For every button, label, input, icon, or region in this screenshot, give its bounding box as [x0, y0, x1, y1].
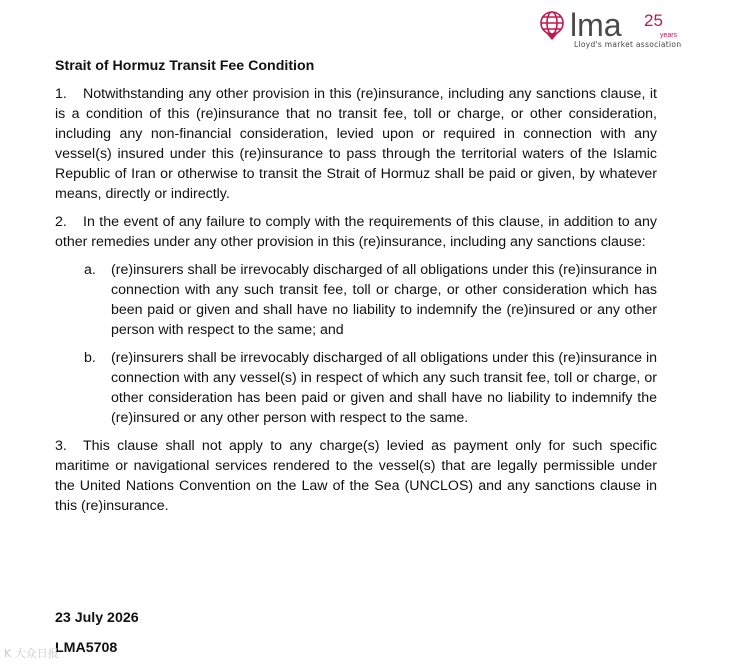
- subclause-letter: b.: [84, 350, 96, 366]
- document-title: Strait of Hormuz Transit Fee Condition: [55, 58, 315, 74]
- document-date: 23 July 2026: [55, 610, 139, 626]
- clause-number: 1.: [55, 86, 67, 102]
- logo-years-word: years: [660, 32, 678, 39]
- clause-text: In the event of any failure to comply with the requirements of this clause, in addition to any other remedies under any other provision in this (re)insurance, including any sanctions clause:: [55, 214, 657, 250]
- clause-number: 2.: [55, 214, 67, 230]
- subclause-letter: a.: [84, 262, 96, 278]
- clause-1: [55, 84, 657, 204]
- subclause-b: [55, 348, 657, 428]
- document-reference: LMA5708: [55, 640, 118, 656]
- clause-3: [55, 436, 657, 516]
- watermark: K 大众日报: [4, 647, 59, 660]
- logo-text: lma: [570, 7, 622, 43]
- logo-years-number: 25: [644, 11, 663, 30]
- document-body: [55, 56, 657, 524]
- clause-number: 3.: [55, 438, 67, 454]
- clause-text: Notwithstanding any other provision in this (re)insurance, including any sanctions clause, it is a condition of this (re)insurance that no transit fee, toll or charge, or other consideration, including any non-financial consideration, levied upon or required in connection with any vessel(s) insured under this (re)insurance to pass through the territorial waters of the Islamic Republic of Iran or otherwise to transit the Strait of Hormuz shall be paid or given, by whatever means, directly or indirectly.: [55, 86, 657, 202]
- subclause-a: [55, 260, 657, 340]
- subclause-text: (re)insurers shall be irrevocably discharged of all obligations under this (re)insurance in connection with any such transit fee, toll or charge, or other consideration which has been paid or given and shall have no liability to indemnify the (re)insured or any other person with respect to the same; and: [111, 262, 657, 338]
- clause-2: [55, 212, 657, 252]
- clause-text: This clause shall not apply to any charge(s) levied as payment only for such specific maritime or navigational services rendered to the vessel(s) that are legally permissible under the United Nations Convention on the Law of the Sea (UNCLOS) and any sanctions clause in this (re)insurance.: [55, 438, 657, 514]
- logo-subtitle: Lloyd's market association: [574, 40, 682, 49]
- subclause-text: (re)insurers shall be irrevocably discharged of all obligations under this (re)insurance in connection with any vessel(s) in respect of which any such transit fee, toll or charge, or other consideration has been paid or given and shall have no liability to indemnify the (re)insured or any other person with respect to the same.: [111, 350, 657, 426]
